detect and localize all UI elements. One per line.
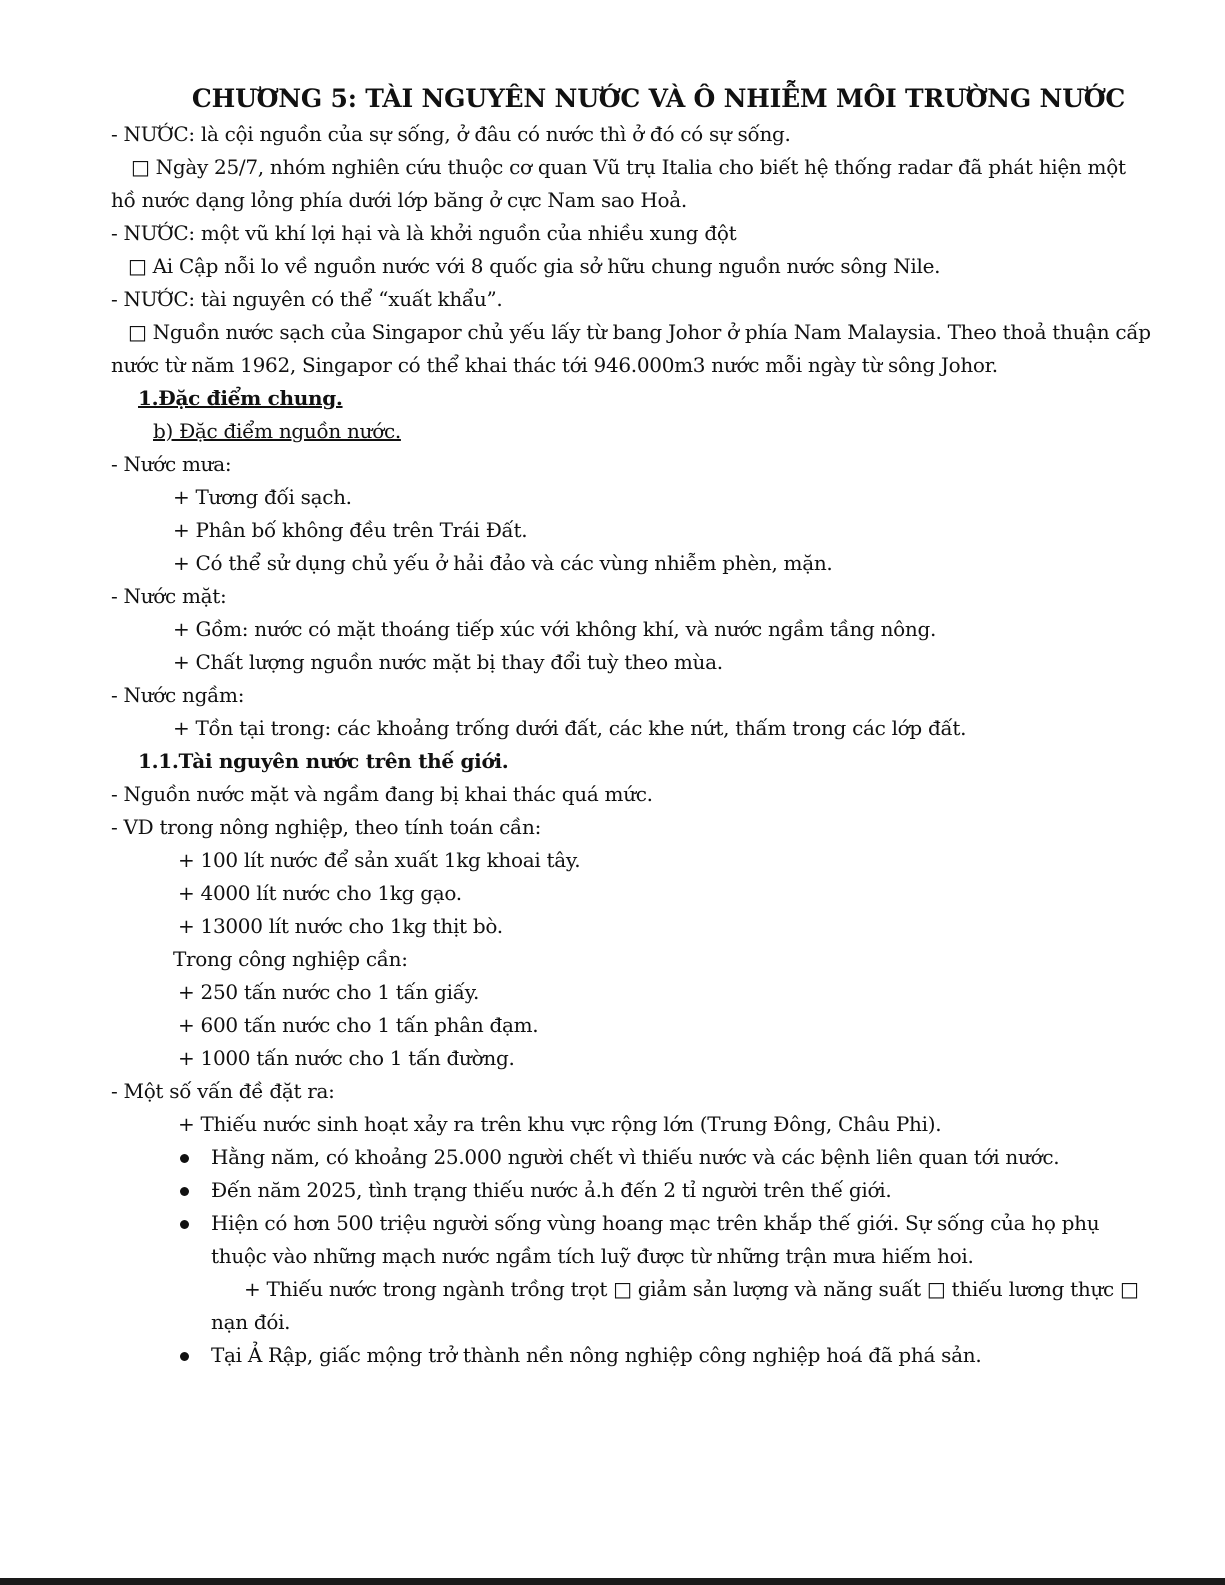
agriculture-item: + 100 lít nước để sản xuất 1kg khoai tây.: [178, 848, 581, 872]
overuse-line: - Nguồn nước mặt và ngầm đang bị khai thác quá mức.: [111, 782, 653, 806]
issues-label: - Một số vấn đề đặt ra:: [111, 1079, 335, 1103]
bullet-icon: [180, 1352, 189, 1361]
list-item-text: Tại Ả Rập, giấc mộng trở thành nền nông nghiệp công nghiệp hoá đã phá sản.: [211, 1343, 982, 1367]
agriculture-line: - VD trong nông nghiệp, theo tính toán cần:: [111, 815, 542, 839]
intro-line-1: - NƯỚC: là cội nguồn của sự sống, ở đâu có nước thì ở đó có sự sống.: [111, 122, 791, 146]
industry-item: + 1000 tấn nước cho 1 tấn đường.: [178, 1046, 515, 1070]
rain-item: + Có thể sử dụng chủ yếu ở hải đảo và các vùng nhiễm phèn, mặn.: [173, 551, 833, 575]
issue-line: + Thiếu nước trong ngành trồng trọt □ giảm sản lượng và năng suất □ thiếu lương thực □ nạn đói.: [211, 1277, 1139, 1334]
intro-note-1: □ Ngày 25/7, nhóm nghiên cứu thuộc cơ quan Vũ trụ Italia cho biết hệ thống radar đã phát hiện một hồ nước dạng lỏng phía dưới lớp băng ở cực Nam sao Hoả.: [111, 155, 1126, 212]
list-item-text: Hằng năm, có khoảng 25.000 người chết vì thiếu nước và các bệnh liên quan tới nước.: [211, 1145, 1060, 1169]
list-item: [111, 1207, 1151, 1273]
intro-line-5: - NƯỚC: tài nguyên có thể “xuất khẩu”.: [111, 287, 503, 311]
list-item-text: Đến năm 2025, tình trạng thiếu nước ả.h đến 2 tỉ người trên thế giới.: [211, 1178, 892, 1202]
section-subheading-b: b) Đặc điểm nguồn nước.: [153, 419, 401, 443]
industry-item: + 250 tấn nước cho 1 tấn giấy.: [178, 980, 480, 1004]
section-heading-1-1: 1.1.Tài nguyên nước trên thế giới.: [138, 749, 509, 773]
chapter-title: CHƯƠNG 5: TÀI NGUYÊN NƯỚC VÀ Ô NHIỄM MÔI TRƯỜNG NƯỚC: [191, 84, 1126, 113]
bullet-icon: [180, 1187, 189, 1196]
rain-water-label: - Nước mưa:: [111, 452, 232, 476]
bullet-list: [111, 1339, 1151, 1372]
surface-item: + Gồm: nước có mặt thoáng tiếp xúc với không khí, và nước ngầm tầng nông.: [173, 617, 937, 641]
industry-label: Trong công nghiệp cần:: [173, 947, 408, 971]
section-heading-1: 1.Đặc điểm chung.: [138, 386, 343, 410]
agriculture-item: + 4000 lít nước cho 1kg gạo.: [178, 881, 462, 905]
rain-item: + Phân bố không đều trên Trái Đất.: [173, 518, 528, 542]
list-item: [111, 1339, 1151, 1372]
document-content: [111, 80, 1151, 1372]
industry-item: + 600 tấn nước cho 1 tấn phân đạm.: [178, 1013, 539, 1037]
intro-note-2: □ Ai Cập nỗi lo về nguồn nước với 8 quốc gia sở hữu chung nguồn nước sông Nile.: [128, 254, 941, 278]
intro-line-3: - NƯỚC: một vũ khí lợi hại và là khởi nguồn của nhiều xung đột: [111, 221, 737, 245]
rain-item: + Tương đối sạch.: [173, 485, 352, 509]
agriculture-item: + 13000 lít nước cho 1kg thịt bò.: [178, 914, 503, 938]
surface-item: + Chất lượng nguồn nước mặt bị thay đổi tuỳ theo mùa.: [173, 650, 723, 674]
intro-note-3: □ Nguồn nước sạch của Singapor chủ yếu lấy từ bang Johor ở phía Nam Malaysia. Theo thoả thuận cấp nước từ năm 1962, Singapor có thể khai thác tới 946.000m3 nước mỗi ngày từ sông Johor.: [111, 320, 1151, 377]
bullet-icon: [180, 1154, 189, 1163]
list-item: [111, 1174, 1151, 1207]
ground-item: + Tồn tại trong: các khoảng trống dưới đất, các khe nứt, thấm trong các lớp đất.: [173, 716, 967, 740]
list-item-text: Hiện có hơn 500 triệu người sống vùng hoang mạc trên khắp thế giới. Sự sống của họ phụ thuộc vào những mạch nước ngầm tích luỹ được từ những trận mưa hiếm hoi.: [211, 1211, 1100, 1268]
bullet-icon: [180, 1220, 189, 1229]
bullet-list: [111, 1141, 1151, 1273]
surface-water-label: - Nước mặt:: [111, 584, 227, 608]
ground-water-label: - Nước ngầm:: [111, 683, 245, 707]
issue-line: + Thiếu nước sinh hoạt xảy ra trên khu vực rộng lớn (Trung Đông, Châu Phi).: [178, 1112, 942, 1136]
page-bottom-border: [0, 1578, 1225, 1585]
list-item: [111, 1141, 1151, 1174]
